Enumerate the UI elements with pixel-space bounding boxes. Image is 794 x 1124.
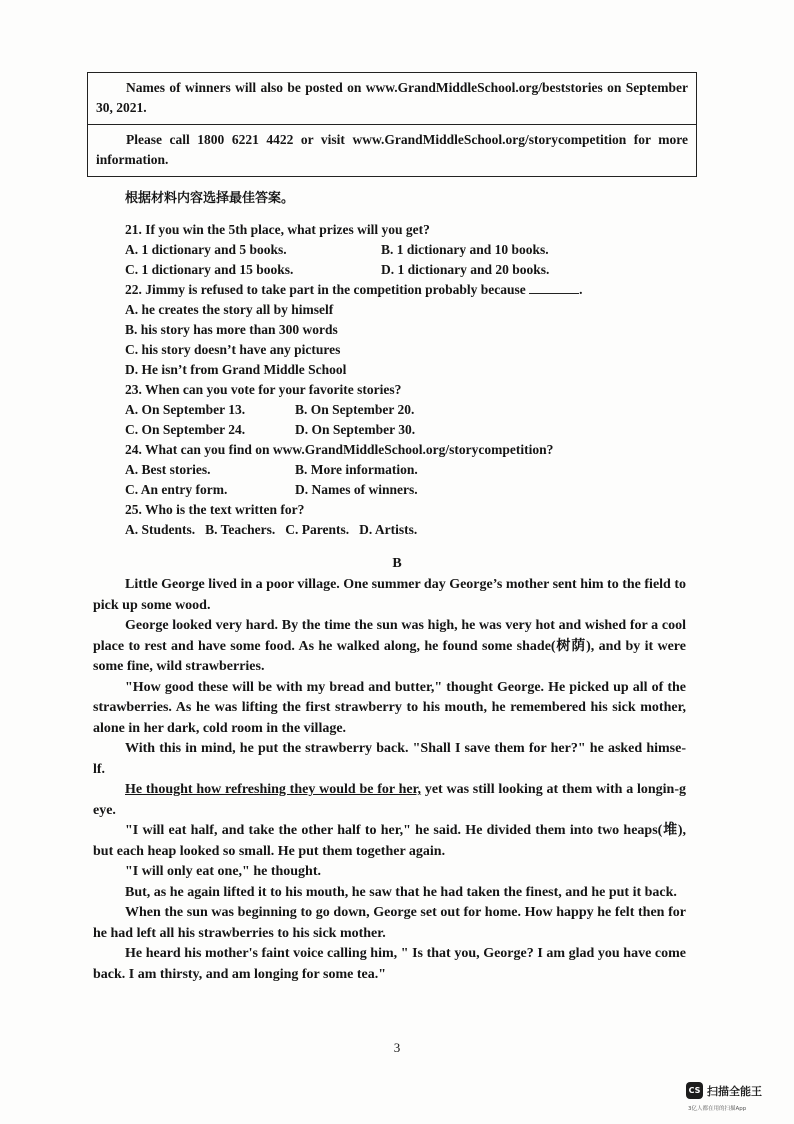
question-22: 22. Jimmy is refused to take part in the competition probably because . bbox=[125, 282, 583, 297]
passage-paragraph: With this in mind, he put the strawberry back. "Shall I save them for her?" he asked himse-lf. bbox=[93, 741, 686, 777]
option-22a: A. he creates the story all by himself bbox=[125, 302, 334, 317]
passage-paragraph: George looked very hard. By the time the sun was high, he was very hot and wished for a cool place to rest and have some food. As he walked along, he found some shade(树荫), and by it were some fine, wild strawberries. bbox=[93, 618, 686, 674]
camscanner-icon: CS bbox=[686, 1082, 703, 1099]
option-23b: B. On September 20. bbox=[295, 402, 415, 417]
passage-paragraph: Little George lived in a poor village. One summer day George’s mother sent him to the field to pick up some wood. bbox=[93, 577, 686, 613]
passage-paragraph: He thought how refreshing they would be for her, yet was still looking at them with a longin-g eye. bbox=[93, 782, 687, 818]
question-list bbox=[125, 220, 595, 540]
reading-passage bbox=[93, 575, 686, 985]
option-21d: D. 1 dictionary and 20 books. bbox=[381, 262, 550, 277]
answer-blank bbox=[529, 281, 579, 294]
option-23c: C. On September 24. bbox=[125, 422, 246, 437]
option-25c: C. Parents. bbox=[285, 522, 350, 537]
passage-paragraph: But, as he again lifted it to his mouth, he saw that he had taken the finest, and he put it back. bbox=[125, 884, 677, 900]
option-23a: A. On September 13. bbox=[125, 402, 246, 417]
watermark-name: 扫描全能王 bbox=[707, 1084, 762, 1098]
question-25: 25. Who is the text written for? bbox=[125, 502, 305, 517]
section-heading: B bbox=[392, 556, 402, 571]
option-24b: B. More information. bbox=[295, 462, 418, 477]
question-24: 24. What can you find on www.GrandMiddleSchool.org/storycompetition? bbox=[125, 442, 554, 457]
option-25d: D. Artists. bbox=[359, 522, 418, 537]
watermark-subtitle: 3亿人都在用的扫描App bbox=[688, 1106, 747, 1112]
question-21: 21. If you win the 5th place, what prizes will you get? bbox=[125, 222, 430, 237]
option-22b: B. his story has more than 300 words bbox=[125, 322, 338, 337]
question-23: 23. When can you vote for your favorite stories? bbox=[125, 382, 402, 397]
option-25b: B. Teachers. bbox=[205, 522, 276, 537]
instruction: 根据材料内容选择最佳答案。 bbox=[125, 191, 295, 206]
option-22d: D. He isn’t from Grand Middle School bbox=[125, 362, 347, 377]
option-24a: A. Best stories. bbox=[125, 462, 211, 477]
passage-paragraph: He heard his mother's faint voice calling him, " Is that you, George? I am glad you have come back. I am thirsty, and am longing for some tea." bbox=[93, 946, 686, 982]
scanner-watermark bbox=[686, 1082, 762, 1099]
notice-winners-line: Names of winners will also be posted on www.GrandMiddleSchool.org/beststories on September 30, 2021. bbox=[96, 80, 688, 115]
passage-paragraph: When the sun was beginning to go down, George set out for home. How happy he felt then for he had left all his strawberries to his sick mother. bbox=[93, 905, 686, 941]
option-21a: A. 1 dictionary and 5 books. bbox=[125, 242, 287, 257]
option-22c: C. his story doesn’t have any pictures bbox=[125, 342, 341, 357]
option-24c: C. An entry form. bbox=[125, 482, 228, 497]
underlined-sentence: He thought how refreshing they would be for her, bbox=[125, 782, 422, 797]
option-21b: B. 1 dictionary and 10 books. bbox=[381, 242, 549, 257]
option-25a: A. Students. bbox=[125, 522, 196, 537]
passage-paragraph: "I will only eat one," he thought. bbox=[125, 864, 322, 879]
option-21c: C. 1 dictionary and 15 books. bbox=[125, 262, 294, 277]
option-23d: D. On September 30. bbox=[295, 422, 416, 437]
notice-contact-line: Please call 1800 6221 4422 or visit www.GrandMiddleSchool.org/storycompetition for more information. bbox=[88, 124, 696, 176]
passage-paragraph: "I will eat half, and take the other half to her," he said. He divided them into two heaps(堆), but each heap looked so small. He put them together again. bbox=[93, 823, 686, 859]
notice-box bbox=[87, 72, 697, 177]
page-number: 3 bbox=[393, 1040, 401, 1055]
passage-paragraph: "How good these will be with my bread and butter," thought George. He picked up all of the strawberries. As he was lifting the first strawberry to his mouth, he remembered his sick mother, alone in her dark, cold room in the village. bbox=[93, 679, 686, 736]
option-24d: D. Names of winners. bbox=[295, 482, 418, 497]
